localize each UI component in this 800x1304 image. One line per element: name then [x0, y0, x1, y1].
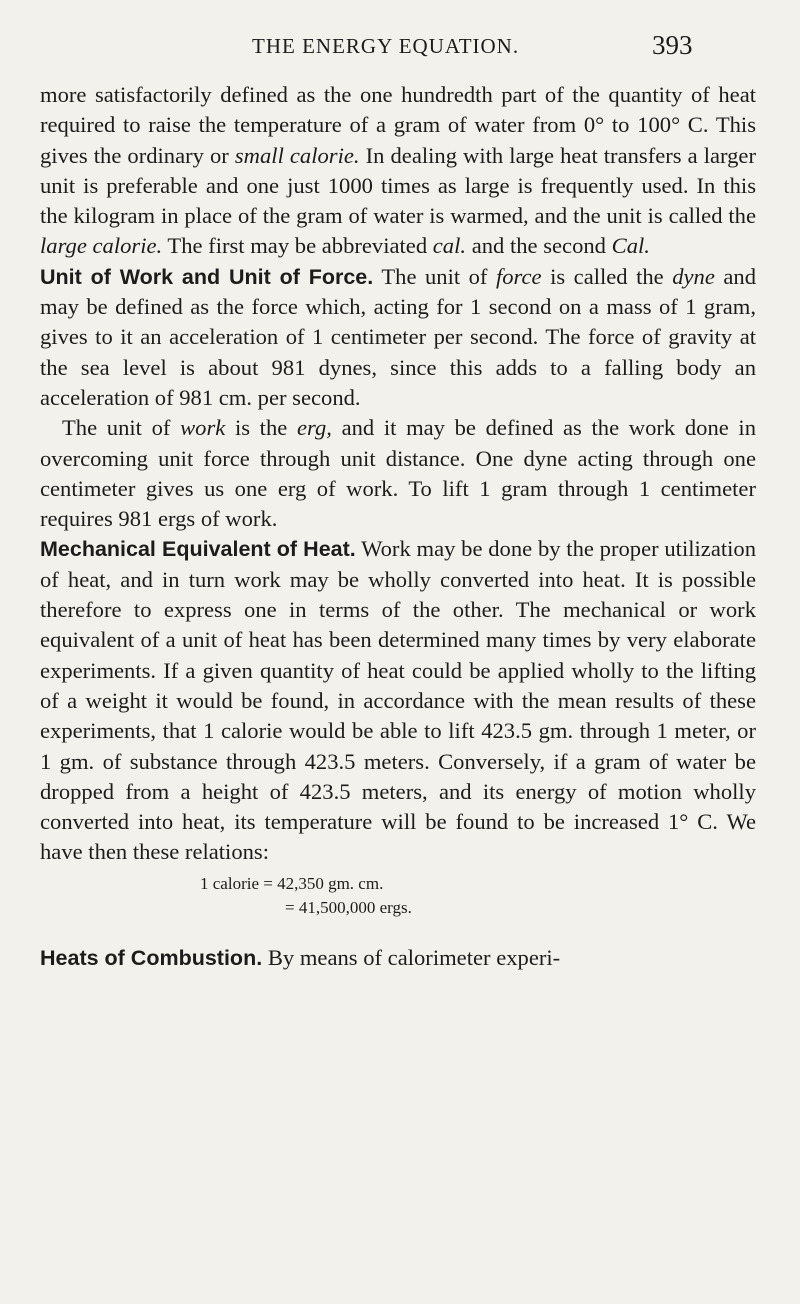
paragraph-work-force [40, 262, 756, 413]
paragraph-text: The unit of [62, 415, 171, 441]
equation-calorie-gm-cm: 1 calorie = 42,350 gm. cm. [200, 873, 384, 893]
paragraph-text: and it may be defined as the work done in overcoming unit force through unit distance. One dyne acting through one centimeter gives us one erg of work. To lift 1 gram through 1 centimeter requires 981 ergs of work. [40, 415, 757, 532]
section-heading: Heats of Combustion. [40, 945, 263, 970]
paragraph-text: The first may be abbreviated [167, 233, 428, 259]
paragraph-mechanical-equivalent [40, 534, 756, 867]
term-large-calorie: large calorie. [40, 233, 163, 259]
section-heading: Unit of Work and Unit of Force. [40, 264, 374, 289]
term-small-calorie: small calorie. [234, 142, 360, 168]
paragraph-text: and may be defined as the force which, acting for 1 second on a mass of 1 gram, gives to it an acceleration of 1 centimeter per second. The force of gravity at the sea level is about 981 dynes, since this adds to a falling body an acceleration of 981 cm. per second. [40, 263, 757, 410]
paragraph-text: The unit of [381, 263, 488, 289]
running-title: THE ENERGY EQUATION. [252, 34, 520, 58]
term-dyne: dyne [672, 263, 715, 289]
paragraph-text: is the [234, 415, 288, 441]
term-force: force [495, 263, 542, 289]
section-heading: Mechanical Equivalent of Heat. [40, 537, 356, 562]
paragraph-text: more satisfactorily defined as the one hundredth part of the quantity of heat required to raise the temperature of a gram of water from 0° to 100° C. This gives the ordinary or [40, 82, 756, 168]
body-text [40, 80, 756, 973]
paragraph-erg [40, 413, 756, 534]
term-cal-large: Cal. [611, 233, 650, 259]
paragraph-text: Work may be done by the proper utilization of heat, and in turn work may be wholly converted into heat. It is possible therefore to express one in terms of the other. The mechanical or work equivalent of a unit of heat has been determined many times by very elaborate experiments. If a given quantity of heat could be applied wholly to the lifting of a weight it would be found, in accordance with the mean results of these experiments, that 1 calorie would be able to lift 423.5 gm. through 1 meter, or 1 gm. of substance through 423.5 meters. Conversely, if a gram of water be dropped from a height of 423.5 meters, and its energy of motion wholly converted into heat, its temperature will be found to be increased 1° C. We have then these relations: [40, 536, 756, 865]
paragraph-text: is called the [550, 263, 664, 289]
paragraph-text: and the second [471, 233, 606, 259]
term-erg: erg, [296, 415, 332, 441]
paragraph-heats-combustion [40, 943, 756, 973]
term-cal-small: cal. [432, 233, 467, 259]
paragraph-text: In dealing with large heat transfers a larger unit is preferable and one just 1000 times as large is frequently used. In this the kilogram in place of the gram of water is warmed, and the unit is called the [40, 142, 756, 229]
paragraph-text: By means of calorimeter experi- [267, 944, 561, 970]
running-head [0, 30, 800, 64]
spacer [40, 920, 756, 943]
equation-calorie-ergs: = 41,500,000 ergs. [285, 897, 412, 917]
page-number: 393 [652, 30, 693, 60]
term-work: work [180, 415, 226, 441]
equations [40, 872, 756, 920]
paragraph-calorie [40, 80, 756, 262]
